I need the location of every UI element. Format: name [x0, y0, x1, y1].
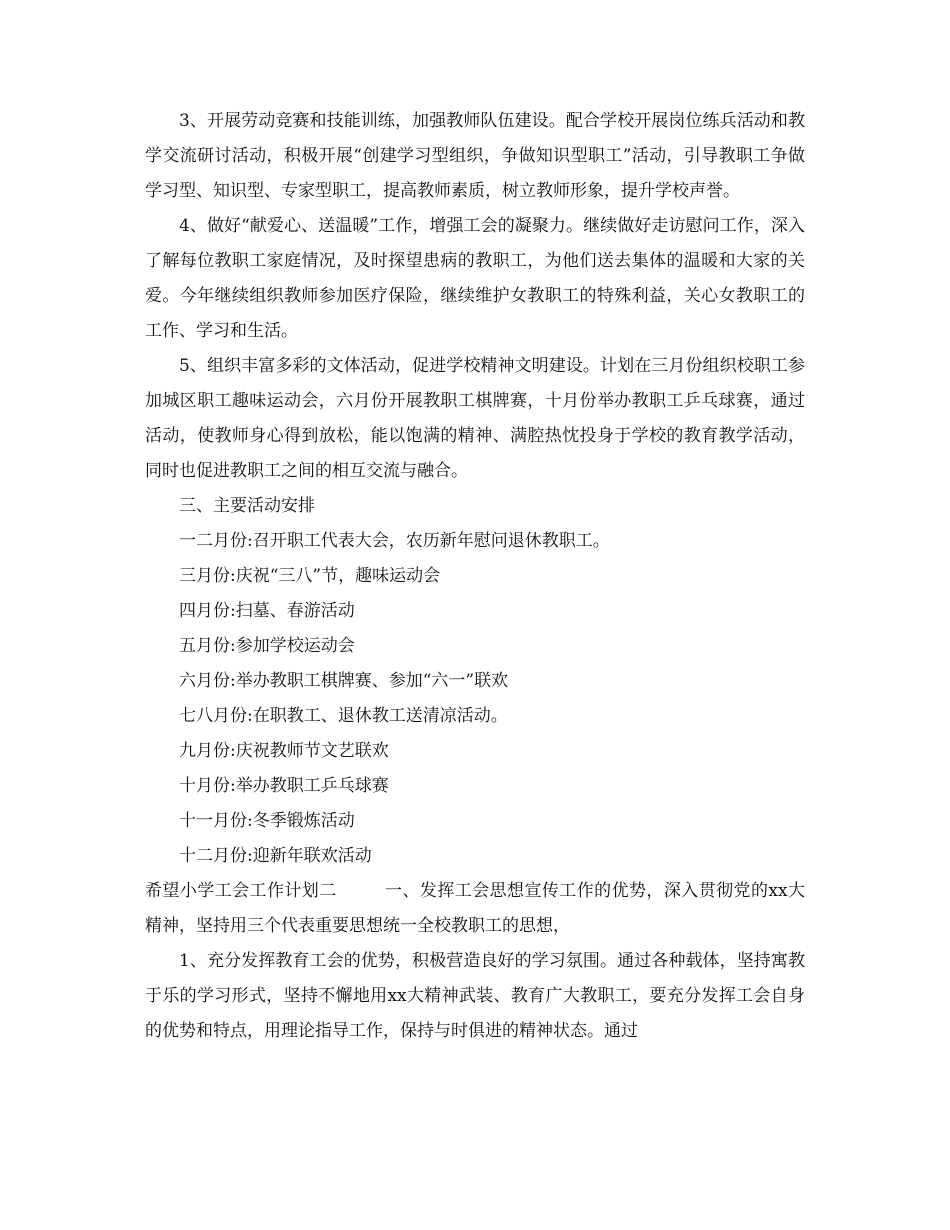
paragraph-item-4: 4、做好“献爱心、送温暖”工作，增强工会的凝聚力。继续做好走访慰问工作，深入了解每位教职工家庭情况，及时探望患病的教职工，为他们送去集体的温暖和大家的关爱。今年继续组织教师参加医疗保险，继续维护女教职工的特殊利益，关心女教职工的工作、学习和生活。	[145, 216, 805, 341]
schedule-item: 六月份:举办教职工棋牌赛、参加“六一”联欢	[179, 671, 509, 691]
section-heading: 三、主要活动安排	[179, 496, 315, 516]
plan-two-paragraph	[145, 874, 805, 944]
schedule-item: 三月份:庆祝“三八”节，趣味运动会	[179, 566, 441, 586]
paragraph-item-5: 5、组织丰富多彩的文体活动，促进学校精神文明建设。计划在三月份组织校职工参加城区职工趣味运动会，六月份开展教职工棋牌赛，十月份举办教职工乒乓球赛，通过活动，使教师身心得到放松，能以饱满的精神、满腔热忱投身于学校的教育教学活动，同时也促进教职工之间的相互交流与融合。	[145, 356, 805, 481]
schedule-item: 五月份:参加学校运动会	[179, 636, 355, 656]
paragraph-item-3: 3、开展劳动竞赛和技能训练，加强教师队伍建设。配合学校开展岗位练兵活动和教学交流研讨活动，积极开展“创建学习型组织，争做知识型职工”活动，引导教职工争做学习型、知识型、专家型职工，提高教师素质，树立教师形象，提升学校声誉。	[145, 111, 805, 201]
plan-two-title: 希望小学工会工作计划二	[145, 881, 337, 901]
document-body	[145, 104, 805, 1049]
paragraph-item-1: 1、充分发挥教育工会的优势，积极营造良好的学习氛围。通过各种载体，坚持寓教于乐的学习形式，坚持不懈地用xx大精神武装、教育广大教职工，要充分发挥工会自身的优势和特点，用理论指导工作，保持与时俱进的精神状态。通过	[145, 951, 805, 1041]
schedule-item: 四月份:扫墓、春游活动	[179, 601, 355, 621]
schedule-item: 七八月份:在职教工、退休教工送清凉活动。	[179, 706, 508, 726]
schedule-item: 九月份:庆祝教师节文艺联欢	[179, 741, 389, 761]
plan-two-intro: 一、发挥工会思想宣传工作的优势，深入贯彻党的xx大精神，坚持用三个代表重要思想统一全校教职工的思想，	[145, 881, 805, 936]
schedule-item: 十二月份:迎新年联欢活动	[179, 846, 372, 866]
schedule-item: 十一月份:冬季锻炼活动	[179, 811, 355, 831]
schedule-item: 一二月份:召开职工代表大会，农历新年慰问退休教职工。	[179, 531, 610, 551]
schedule-item: 十月份:举办教职工乒乓球赛	[179, 776, 389, 796]
schedule-list	[145, 524, 805, 874]
